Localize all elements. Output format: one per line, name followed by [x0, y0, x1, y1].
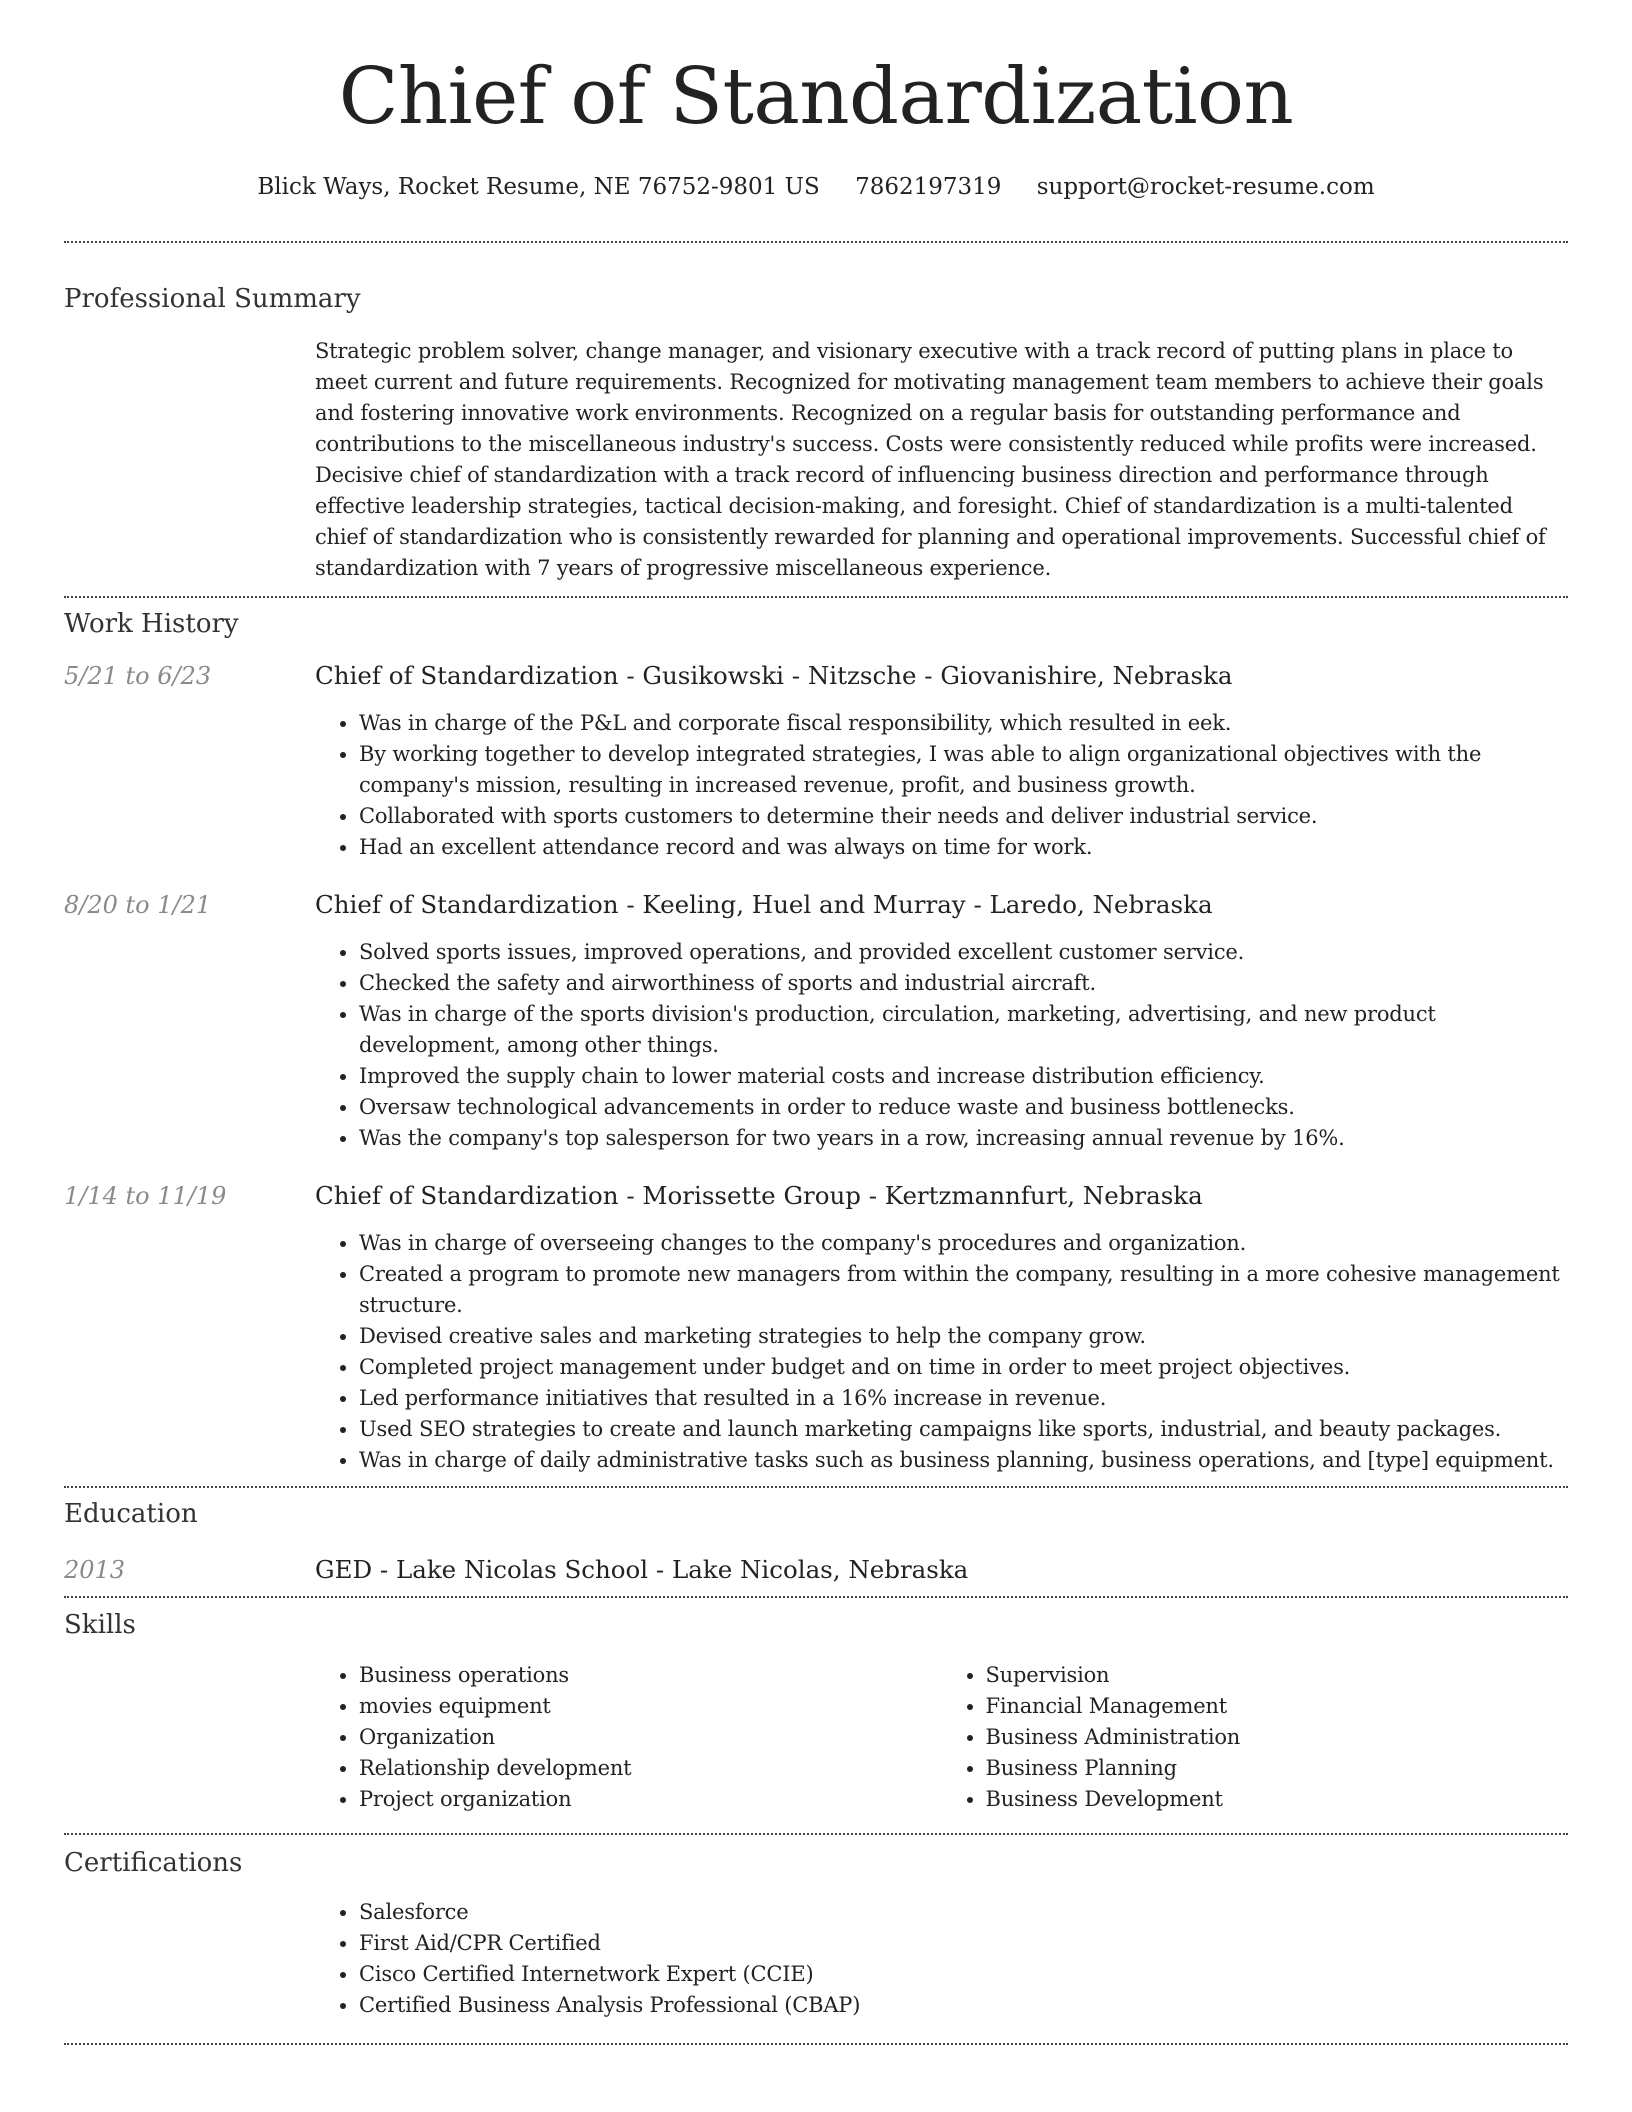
list-item: • Was in charge of daily administrative tasks such as business planning, business operations, and [type] equipment.: [359, 1445, 1568, 1476]
job-entry: [64, 889, 1568, 1154]
list-item: • Salesforce: [359, 1897, 1568, 1928]
list-item: • Devised creative sales and marketing strategies to help the company grow.: [359, 1321, 1568, 1352]
section-title-education: Education: [64, 1499, 198, 1529]
list-item: • Certified Business Analysis Professional (CBAP): [359, 1990, 1568, 2021]
resume-name: Chief of Standardization: [338, 52, 1294, 142]
list-item: • movies equipment: [359, 1691, 942, 1722]
contact-phone: 7862197319: [855, 174, 1002, 200]
list-item: • Improved the supply chain to lower material costs and increase distribution efficiency.: [359, 1061, 1568, 1092]
job-bullets: [315, 708, 1568, 863]
list-item: • Solved sports issues, improved operations, and provided excellent customer service.: [359, 937, 1568, 968]
list-item: • Oversaw technological advancements in order to reduce waste and business bottlenecks.: [359, 1092, 1568, 1123]
job-heading: Chief of Standardization - Gusikowski - Nitzsche - Giovanishire, Nebraska: [315, 661, 1233, 690]
section-title-certifications: Certifications: [64, 1848, 243, 1878]
list-item: • Organization: [359, 1722, 942, 1753]
list-item: • Collaborated with sports customers to determine their needs and deliver industrial service.: [359, 801, 1568, 832]
contact-address: Blick Ways, Rocket Resume, NE 76752-9801 US: [257, 174, 820, 200]
section-title-skills: Skills: [64, 1610, 136, 1640]
list-item: • Business Planning: [986, 1753, 1569, 1784]
list-item: • Had an excellent attendance record and was always on time for work.: [359, 832, 1568, 863]
list-item: • Financial Management: [986, 1691, 1569, 1722]
job-heading: Chief of Standardization - Keeling, Huel and Murray - Laredo, Nebraska: [315, 890, 1213, 919]
section-summary: [64, 243, 1568, 584]
job-bullets: [315, 1228, 1568, 1476]
list-item: • Business Development: [986, 1784, 1569, 1815]
section-education: [64, 1488, 1568, 1586]
list-item: • Completed project management under budget and on time in order to meet project objectives.: [359, 1352, 1568, 1383]
job-dates: 1/14 to 11/19: [64, 1182, 227, 1210]
resume-page: [64, 0, 1568, 2045]
skills-list-left: [315, 1660, 942, 1815]
job-dates: 5/21 to 6/23: [64, 662, 212, 690]
job-bullets: [315, 937, 1568, 1154]
list-item: • Cisco Certified Internetwork Expert (CCIE): [359, 1959, 1568, 1990]
list-item: • Business Administration: [986, 1722, 1569, 1753]
contact-line: [64, 172, 1568, 202]
section-title-summary: Professional Summary: [64, 284, 361, 314]
list-item: • Checked the safety and airworthiness of sports and industrial aircraft.: [359, 968, 1568, 999]
list-item: • Created a program to promote new managers from within the company, resulting in a more cohesive management structure.: [359, 1259, 1568, 1321]
section-skills: [64, 1598, 1568, 1815]
job-entry: [64, 660, 1568, 863]
certifications-list: [315, 1897, 1568, 2021]
list-item: • Business operations: [359, 1660, 942, 1691]
list-item: • Project organization: [359, 1784, 942, 1815]
list-item: • Was the company's top salesperson for two years in a row, increasing annual revenue by 16%.: [359, 1123, 1568, 1154]
education-entry: GED - Lake Nicolas School - Lake Nicolas, Nebraska: [315, 1555, 969, 1584]
list-item: • Led performance initiatives that resulted in a 16% increase in revenue.: [359, 1383, 1568, 1414]
list-item: • Used SEO strategies to create and launch marketing campaigns like sports, industrial, and beauty packages.: [359, 1414, 1568, 1445]
section-title-work: Work History: [64, 609, 239, 639]
education-year: 2013: [64, 1556, 126, 1584]
list-item: • Was in charge of the sports division's production, circulation, marketing, advertising, and new product development, among other things.: [359, 999, 1568, 1061]
list-item: • Supervision: [986, 1660, 1569, 1691]
job-entry: [64, 1180, 1568, 1476]
list-item: • By working together to develop integrated strategies, I was able to align organizational objectives with the company's mission, resulting in increased revenue, profit, and business growth.: [359, 739, 1568, 801]
list-item: • First Aid/CPR Certified: [359, 1928, 1568, 1959]
section-certifications: [64, 1835, 1568, 2021]
skills-list-right: [942, 1660, 1569, 1815]
summary-text: Strategic problem solver, change manager, and visionary executive with a track record of putting plans in place to meet current and future requirements. Recognized for motivating management team members to achieve their goals and fostering innovative work environments. Recognized on a regular basis for outstanding performance and contributions to the miscellaneous industry's success. Costs were consistently reduced while profits were increased. Decisive chief of standardization with a track record of influencing business direction and performance through effective leadership strategies, tactical decision-making, and foresight. Chief of standardization is a multi-talented chief of standardization who is consistently rewarded for planning and operational improvements. Successful chief of standardization with 7 years of progressive miscellaneous experience.: [315, 339, 1546, 580]
list-item: • Was in charge of the P&L and corporate fiscal responsibility, which resulted in eek.: [359, 708, 1568, 739]
list-item: • Was in charge of overseeing changes to the company's procedures and organization.: [359, 1228, 1568, 1259]
divider: [64, 2043, 1568, 2045]
job-dates: 8/20 to 1/21: [64, 891, 212, 919]
section-work-history: [64, 598, 1568, 1476]
list-item: • Relationship development: [359, 1753, 942, 1784]
job-heading: Chief of Standardization - Morissette Group - Kertzmannfurt, Nebraska: [315, 1181, 1203, 1210]
contact-email: support@rocket-resume.com: [1036, 174, 1375, 200]
